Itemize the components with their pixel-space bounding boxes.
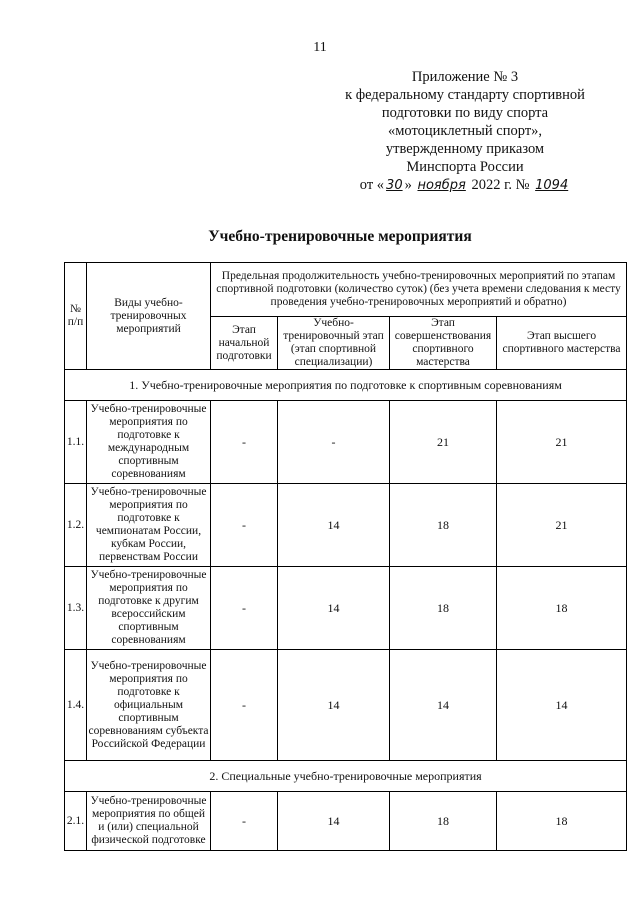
row-value: 14 <box>497 650 627 761</box>
row-value: 21 <box>497 401 627 484</box>
row-kind: Учебно-тренировочные мероприятия по общей и (или) специальной физической подготовке <box>87 792 211 851</box>
row-value: 18 <box>497 792 627 851</box>
header-num: № п/п <box>65 263 87 370</box>
row-value: 18 <box>390 567 497 650</box>
row-value: 21 <box>390 401 497 484</box>
row-value: - <box>211 484 278 567</box>
row-value: 21 <box>497 484 627 567</box>
row-kind: Учебно-тренировочные мероприятия по подготовке к чемпионатам России, кубкам России, первенствам России <box>87 484 211 567</box>
section-row <box>65 761 627 792</box>
row-num: 1.3. <box>65 567 87 650</box>
row-kind: Учебно-тренировочные мероприятия по подготовке к другим всероссийским спортивным соревнованиям <box>87 567 211 650</box>
header-stage: Этап совершенствования спортивного мастерства <box>390 317 497 370</box>
page-number: 11 <box>313 40 327 55</box>
section-row <box>65 370 627 401</box>
row-kind: Учебно-тренировочные мероприятия по подготовке к международным спортивным соревнованиям <box>87 401 211 484</box>
training-events-table <box>64 262 627 851</box>
row-value: - <box>278 401 390 484</box>
appendix-line: «мотоциклетный спорт», <box>387 123 543 139</box>
row-kind: Учебно-тренировочные мероприятия по подготовке к официальным спортивным соревнованиям субъекта Российской Федерации <box>87 650 211 761</box>
header-group: Предельная продолжительность учебно-тренировочных мероприятий по этапам спортивной подготовки (количество суток) (без учета времени следования к месту проведения учебно-тренировочных мероприятий и обратно) <box>211 263 627 317</box>
handwritten-month: ноября <box>417 178 466 193</box>
table-row <box>65 792 627 851</box>
header-stage: Этап высшего спортивного мастерства <box>497 317 627 370</box>
row-value: - <box>211 650 278 761</box>
row-value: 14 <box>390 650 497 761</box>
row-num: 1.1. <box>65 401 87 484</box>
table-row <box>65 567 627 650</box>
row-value: 14 <box>278 567 390 650</box>
row-value: - <box>211 401 278 484</box>
section-title: 2. Специальные учебно-тренировочные мероприятия <box>65 761 627 792</box>
date-mid: » <box>404 177 412 193</box>
row-num: 1.2. <box>65 484 87 567</box>
row-value: 14 <box>278 792 390 851</box>
order-date-line <box>320 176 610 195</box>
row-value: 18 <box>497 567 627 650</box>
handwritten-order-number: 1094 <box>535 178 569 193</box>
row-num: 2.1. <box>65 792 87 851</box>
row-value: 14 <box>278 650 390 761</box>
row-num: 1.4. <box>65 650 87 761</box>
section-title: 1. Учебно-тренировочные мероприятия по подготовке к спортивным соревнованиям <box>65 370 627 401</box>
page-title: Учебно-тренировочные мероприятия <box>208 228 472 245</box>
row-value: 18 <box>390 484 497 567</box>
handwritten-day: 30 <box>386 178 403 193</box>
header-stage: Этап начальной подготовки <box>211 317 278 370</box>
appendix-line: к федеральному стандарту спортивной <box>345 87 585 103</box>
header-kind: Виды учебно-тренировочных мероприятий <box>87 263 211 370</box>
appendix-line: Минспорта России <box>406 159 524 175</box>
appendix-block <box>320 68 610 195</box>
appendix-line: утвержденному приказом <box>385 141 545 157</box>
appendix-line: подготовки по виду спорта <box>381 105 549 121</box>
table-row <box>65 650 627 761</box>
table-header-row <box>65 263 627 317</box>
row-value: 14 <box>278 484 390 567</box>
year-part: 2022 г. № <box>471 177 530 193</box>
appendix-line: Приложение № 3 <box>411 69 519 85</box>
row-value: 18 <box>390 792 497 851</box>
date-prefix: от « <box>359 177 385 193</box>
table-row <box>65 484 627 567</box>
row-value: - <box>211 792 278 851</box>
row-value: - <box>211 567 278 650</box>
header-stage: Учебно-тренировочный этап (этап спортивной специализации) <box>278 317 390 370</box>
table-row <box>65 401 627 484</box>
